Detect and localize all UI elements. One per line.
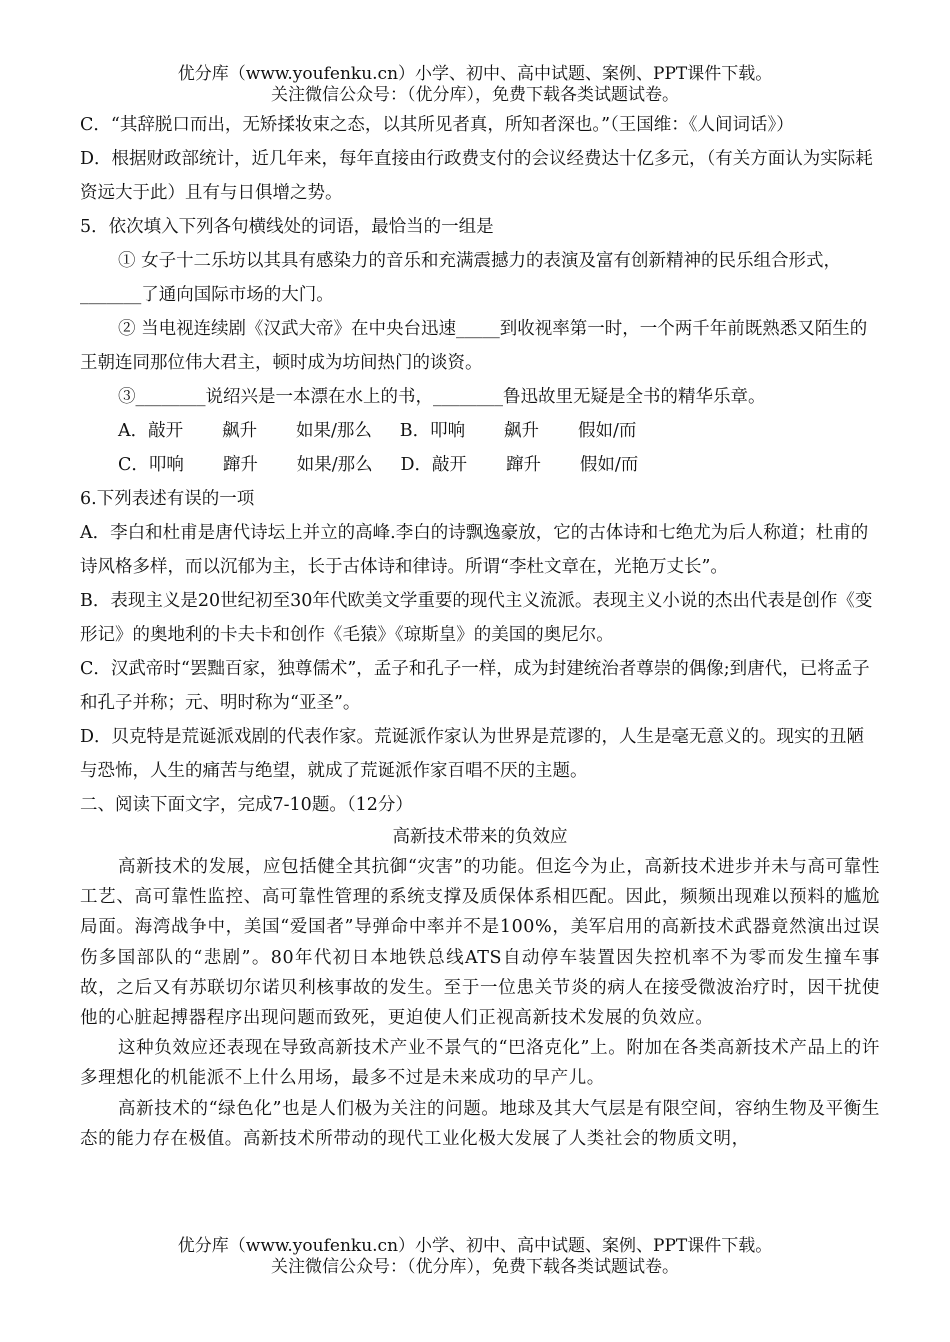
article-paragraph-2: 这种负效应还表现在导致高新技术产业不景气的“巴洛克化”上。附加在各类高新技术产品上的许多理想化的机能派不上什么用场，最多不过是未来成功的早产儿。 xyxy=(80,1038,880,1089)
article-paragraph-3: 高新技术的“绿色化”也是人们极为关注的问题。地球及其大气层是有限空间，容纳生物及平衡生态的能力存在极值。高新技术所带动的现代工业化极大发展了人类社会的物质文明， xyxy=(80,1098,880,1149)
q6-option-c: C．汉武帝时“罢黜百家，独尊儒术”，孟子和孔子一样，成为封建统治者尊崇的偶像;到唐代，已将孟子和孔子并称；元、明时称为“亚圣”。 xyxy=(80,659,870,713)
header-line-1: 优分库（www.youfenku.cn）小学、初中、高中试题、案例、PPT课件下载。 xyxy=(177,64,773,84)
q5-stem: 5．依次填入下列各句横线处的词语，最恰当的一组是 xyxy=(80,217,494,237)
footer-line-2: 关注微信公众号：（优分库），免费下载各类试题试卷。 xyxy=(271,1257,679,1277)
q5-sentence-3: ③________说绍兴是一本漂在水上的书，________鲁迅故里无疑是全书的精华乐章。 xyxy=(118,387,766,407)
q5-options-cd: C．叩响 蹿升 如果/那么 D．敲开 蹿升 假如/而 xyxy=(118,455,639,475)
q5-options-ab: A．敲开 飙升 如果/那么 B．叩响 飙升 假如/而 xyxy=(118,421,637,441)
q6-option-d: D．贝克特是荒诞派戏剧的代表作家。荒诞派作家认为世界是荒谬的，人生是毫无意义的。现实的丑陋与恐怖，人生的痛苦与绝望，就成了荒诞派作家百唱不厌的主题。 xyxy=(80,727,865,781)
q4-option-c: C．“其辞脱口而出，无矫揉妆束之态，以其所见者真，所知者深也。”（王国维：《人间词话》） xyxy=(80,115,794,135)
article-title: 高新技术带来的负效应 xyxy=(392,827,568,847)
page-content xyxy=(80,108,880,1154)
q5-sentence-2: ② 当电视连续剧《汉武大帝》在中央台迅速_____到收视率第一时，一个两千年前既熟悉又陌生的王朝连同那位伟大君主，顿时成为坊间热门的谈资。 xyxy=(80,319,868,373)
q6-option-a: A．李白和杜甫是唐代诗坛上并立的高峰.李白的诗飘逸豪放，它的古体诗和七绝尤为后人称道；杜甫的诗风格多样，而以沉郁为主，长于古体诗和律诗。所谓“李杜文章在，光艳万丈长”。 xyxy=(80,523,869,577)
article-paragraph-1: 高新技术的发展，应包括健全其抗御“灾害”的功能。但迄今为止，高新技术进步并未与高可靠性工艺、高可靠性监控、高可靠性管理的系统支撑及质保体系相匹配。因此，频频出现难以预料的尴尬局面。海湾战争中，美国“爱国者”导弹命中率并不是100%，美军启用的高新技术武器竟然演出过误伤多国部队的“悲剧”。80年代初日本地铁总线ATS自动停车装置因失控机率不为零而发生撞车事故，之后又有苏联切尔诺贝利核事故的发生。至于一位患关节炎的病人在接受微波治疗时，因干扰使他的心脏起搏器程序出现问题而致死，更迫使人们正视高新技术发展的负效应。 xyxy=(80,857,880,1029)
section-2-heading: 二、阅读下面文字，完成7-10题。（12分） xyxy=(80,795,413,815)
header-line-2: 关注微信公众号：（优分库），免费下载各类试题试卷。 xyxy=(271,85,679,105)
footer-line-1: 优分库（www.youfenku.cn）小学、初中、高中试题、案例、PPT课件下载。 xyxy=(177,1236,773,1256)
q5-sentence-1: ① 女子十二乐坊以其具有感染力的音乐和充满震撼力的表演及富有创新精神的民乐组合形式，_______了通向国际市场的大门。 xyxy=(80,251,842,305)
q6-option-b: B．表现主义是20世纪初至30年代欧美文学重要的现代主义流派。表现主义小说的杰出代表是创作《变形记》的奥地利的卡夫卡和创作《毛猿》《琼斯皇》的美国的奥尼尔。 xyxy=(80,591,873,645)
q4-option-d: D．根据财政部统计，近几年来，每年直接由行政费支付的会议经费达十亿多元，（有关方面认为实际耗资远大于此）且有与日俱增之势。 xyxy=(80,149,873,203)
q6-stem: 6.下列表述有误的一项 xyxy=(80,489,255,509)
page-header xyxy=(0,64,950,106)
page-footer xyxy=(0,1236,950,1278)
